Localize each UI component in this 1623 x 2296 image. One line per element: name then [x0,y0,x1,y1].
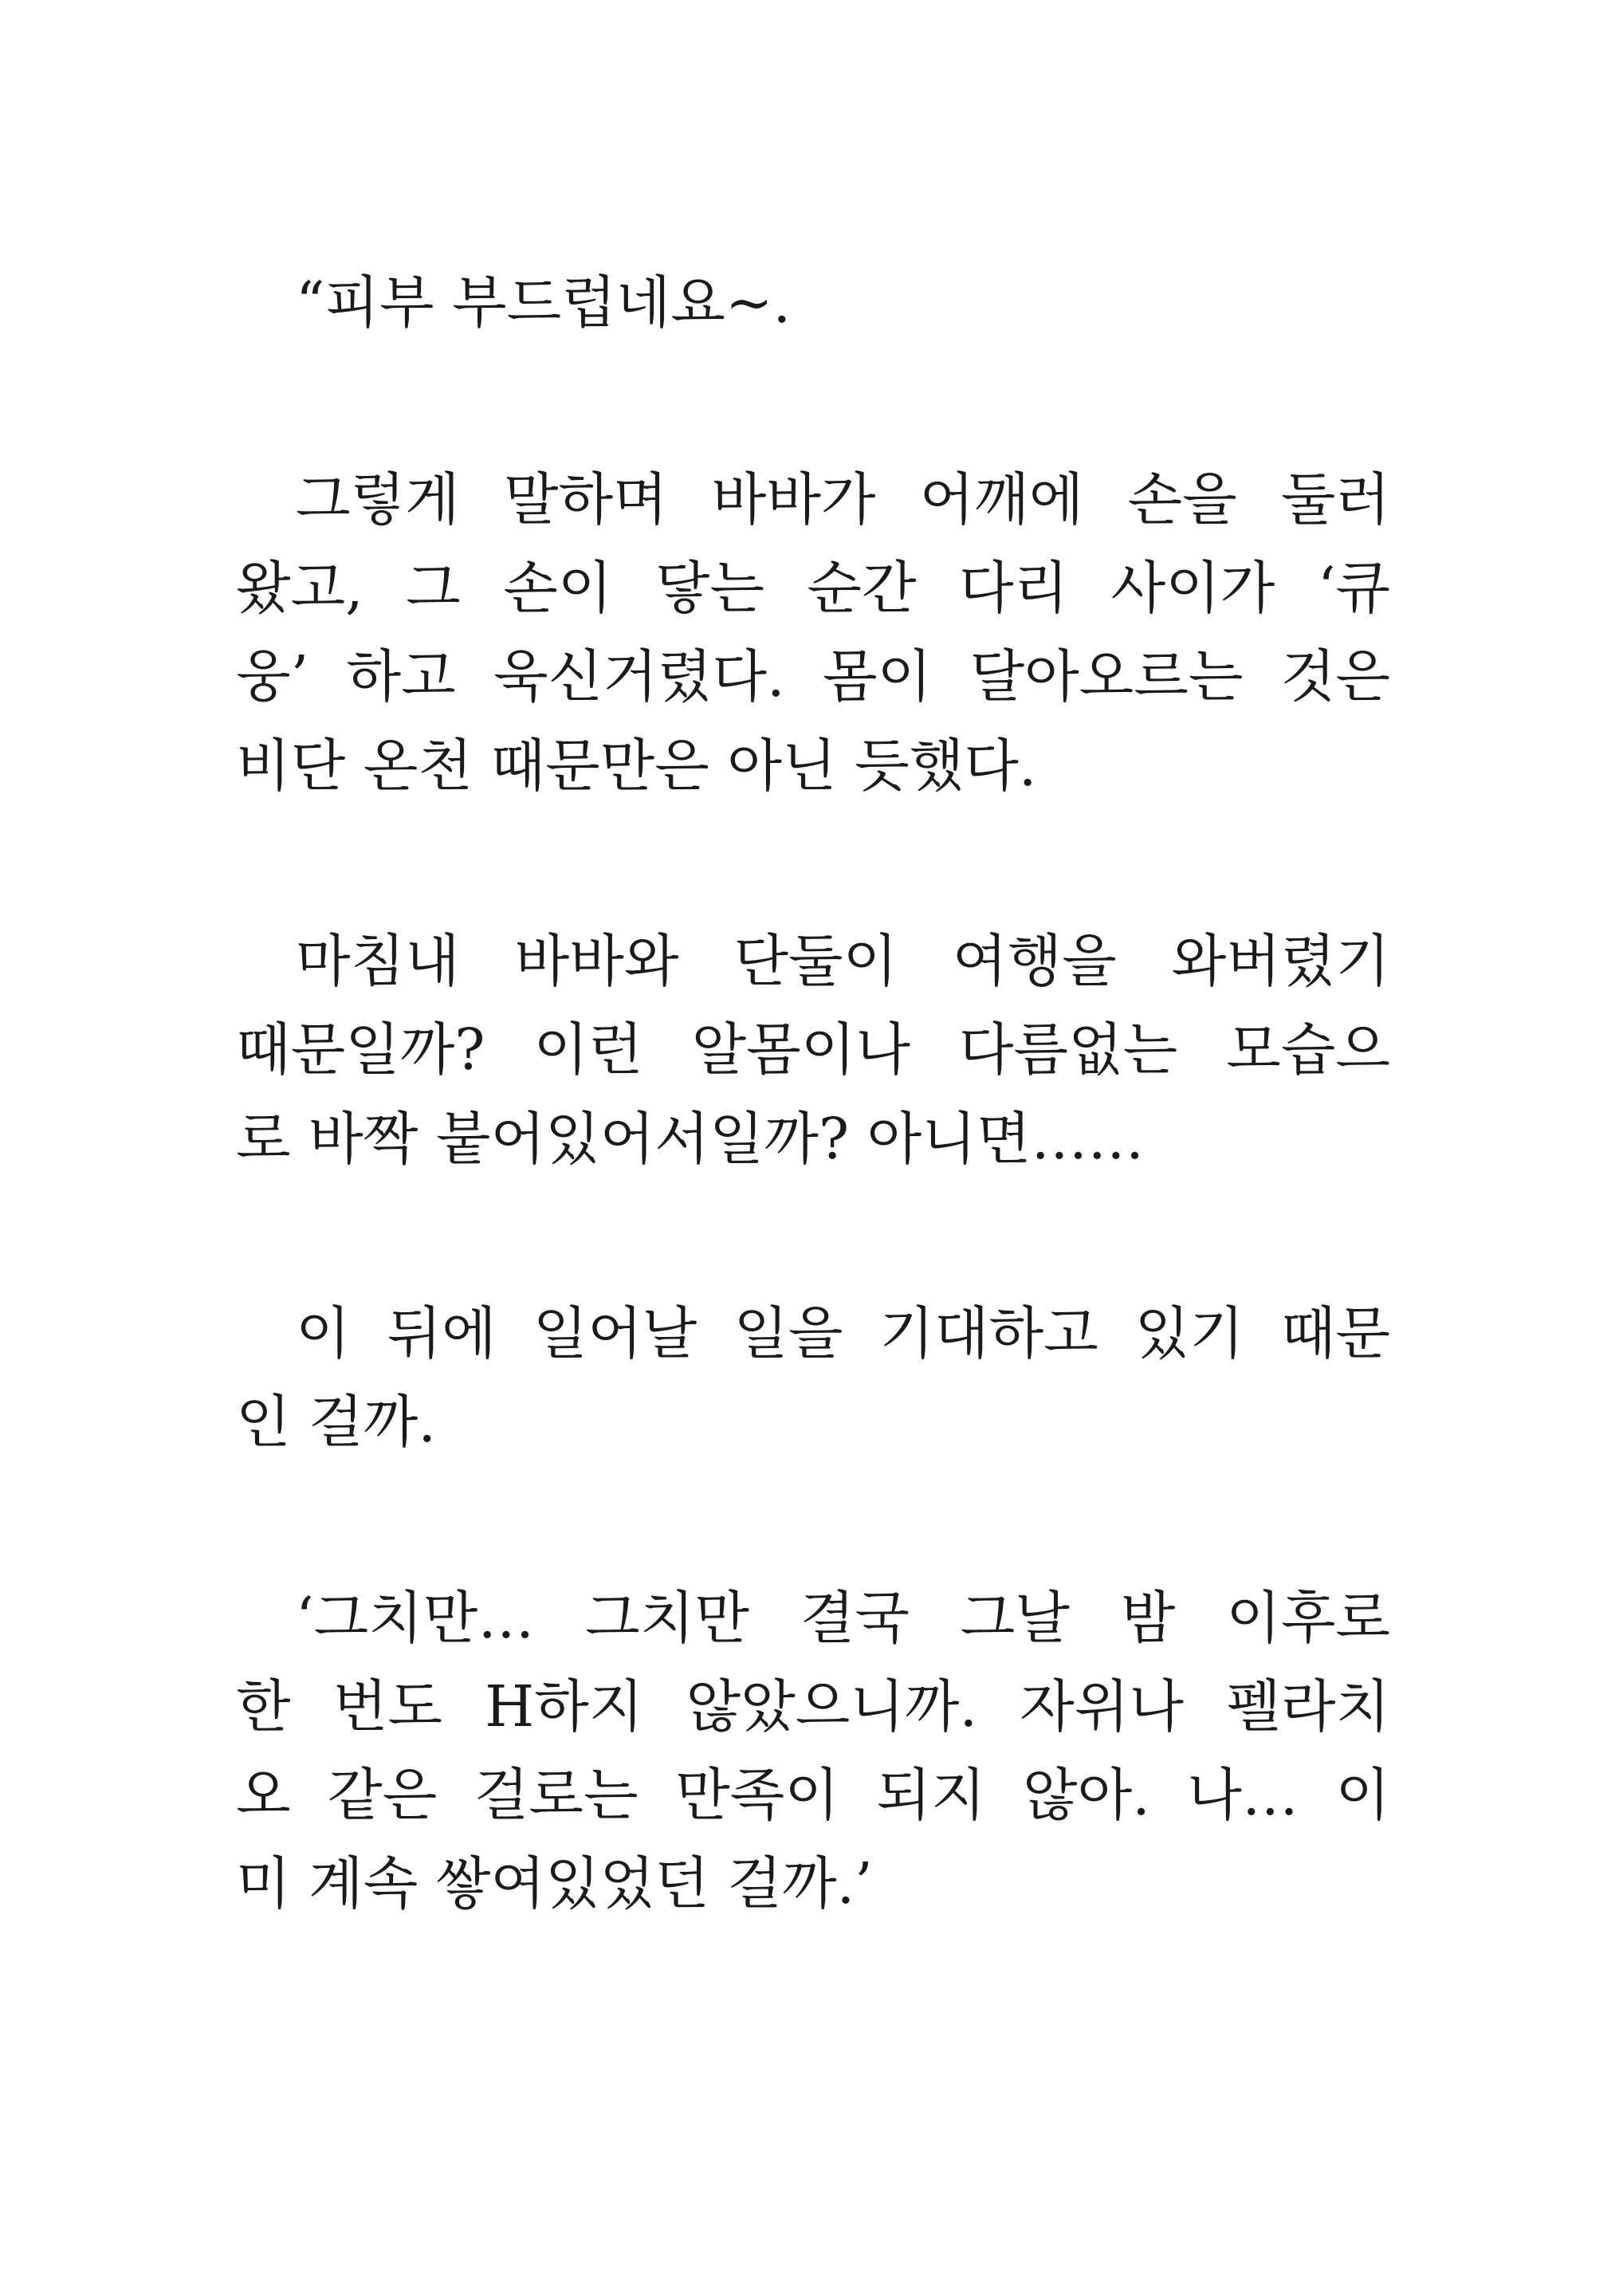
paragraph-5-line-3: 오 같은 걸로는 만족이 되지 않아. 나… 이 [236,1762,1390,1828]
paragraph-4-line-1: 이 뒤에 일어날 일을 기대하고 있기 때문 [296,1300,1390,1366]
paragraph-3-line-3: 로 바짝 붙어있어서일까? 아니면…… [236,1106,1145,1172]
paragraph-2-line-4: 비단 온천 때문만은 아닌 듯했다. [236,733,1037,799]
paragraph-2-line-1: 그렇게 말하며 바바가 어깨에 손을 둘러 [296,466,1390,533]
paragraph-4-line-2: 인 걸까. [236,1389,436,1455]
paragraph-5-line-4: 미 계속 쌓여있었던 걸까.’ [236,1850,873,1917]
paragraph-3-line-1: 마침내 바바와 단둘이 여행을 와버렸기 [296,928,1390,994]
paragraph-3-line-2: 때문일까? 이런 알몸이나 다름없는 모습으 [236,1016,1390,1083]
paragraph-2-line-3: 웅’ 하고 욱신거렸다. 몸이 달아오르는 것은 [236,643,1390,710]
paragraph-2-line-2: 왔고, 그 손이 닿는 순간 다리 사이가 ‘큐 [236,555,1390,621]
paragraph-5-line-2: 한 번도 H하지 않았으니까. 자위나 펠라치 [236,1673,1390,1740]
paragraph-1-line-1: “피부 부드럽네요~. [296,269,792,336]
paragraph-5-line-1: ‘그치만… 그치만 결국 그날 밤 이후로 [296,1585,1390,1651]
